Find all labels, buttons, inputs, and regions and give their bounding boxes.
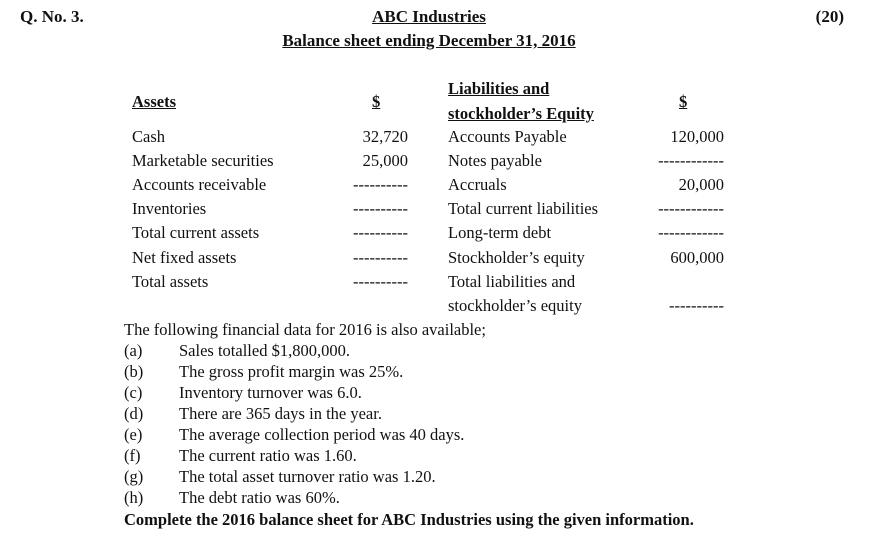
list-item-letter: (f) bbox=[124, 446, 141, 465]
list-item-text: The average collection period was 40 days. bbox=[179, 425, 465, 444]
liability-value: ------------ bbox=[658, 199, 724, 218]
list-item-text: The total asset turnover ratio was 1.20. bbox=[179, 467, 436, 486]
assets-header: Assets bbox=[132, 92, 176, 111]
asset-label: Total assets bbox=[132, 272, 209, 291]
liability-value: ------------ bbox=[658, 223, 724, 242]
balance-sheet-subtitle: Balance sheet ending December 31, 2016 bbox=[282, 31, 576, 50]
list-item-text: There are 365 days in the year. bbox=[179, 404, 382, 423]
liability-label: Total liabilities and bbox=[448, 272, 576, 291]
list-item-letter: (e) bbox=[124, 425, 143, 444]
liability-label: Notes payable bbox=[448, 151, 542, 170]
asset-value: ---------- bbox=[353, 272, 408, 291]
liabilities-currency: $ bbox=[679, 92, 688, 111]
liability-label: Long-term debt bbox=[448, 223, 552, 242]
question-marks: (20) bbox=[815, 7, 844, 26]
list-item-letter: (d) bbox=[124, 404, 144, 423]
list-item-text: The current ratio was 1.60. bbox=[179, 446, 357, 465]
asset-value: ---------- bbox=[353, 175, 408, 194]
liability-value: 120,000 bbox=[670, 127, 724, 146]
asset-label: Inventories bbox=[132, 199, 207, 218]
list-item-text: The debt ratio was 60%. bbox=[179, 488, 340, 507]
company-title: ABC Industries bbox=[372, 7, 486, 26]
liability-value: ---------- bbox=[669, 296, 724, 315]
liability-label: Accounts Payable bbox=[448, 127, 567, 146]
asset-label: Total current assets bbox=[132, 223, 260, 242]
data-intro: The following financial data for 2016 is also available; bbox=[124, 320, 486, 339]
liability-value: ------------ bbox=[658, 151, 724, 170]
liability-label: Total current liabilities bbox=[448, 199, 599, 218]
list-item-text: Inventory turnover was 6.0. bbox=[179, 383, 362, 402]
liabilities-header-line2: stockholder’s Equity bbox=[448, 104, 594, 123]
liability-label: stockholder’s equity bbox=[448, 296, 582, 315]
list-item-letter: (a) bbox=[124, 341, 143, 360]
liability-label: Accruals bbox=[448, 175, 507, 194]
asset-label: Cash bbox=[132, 127, 165, 146]
asset-value: 32,720 bbox=[362, 127, 408, 146]
liability-value: 20,000 bbox=[678, 175, 724, 194]
list-item-text: Sales totalled $1,800,000. bbox=[179, 341, 350, 360]
assets-currency: $ bbox=[372, 92, 381, 111]
asset-value: ---------- bbox=[353, 248, 408, 267]
list-item-letter: (b) bbox=[124, 362, 144, 381]
asset-label: Accounts receivable bbox=[132, 175, 267, 194]
list-item-letter: (h) bbox=[124, 488, 144, 507]
asset-label: Marketable securities bbox=[132, 151, 274, 170]
asset-value: ---------- bbox=[353, 223, 408, 242]
instruction: Complete the 2016 balance sheet for ABC Industries using the given information. bbox=[124, 510, 694, 529]
asset-label: Net fixed assets bbox=[132, 248, 237, 267]
asset-value: 25,000 bbox=[362, 151, 408, 170]
list-item-text: The gross profit margin was 25%. bbox=[179, 362, 404, 381]
liabilities-header-line1: Liabilities and bbox=[448, 79, 550, 98]
list-item-letter: (g) bbox=[124, 467, 144, 486]
question-number: Q. No. 3. bbox=[20, 7, 84, 26]
liability-value: 600,000 bbox=[670, 248, 724, 267]
liability-label: Stockholder’s equity bbox=[448, 248, 585, 267]
list-item-letter: (c) bbox=[124, 383, 143, 402]
asset-value: ---------- bbox=[353, 199, 408, 218]
